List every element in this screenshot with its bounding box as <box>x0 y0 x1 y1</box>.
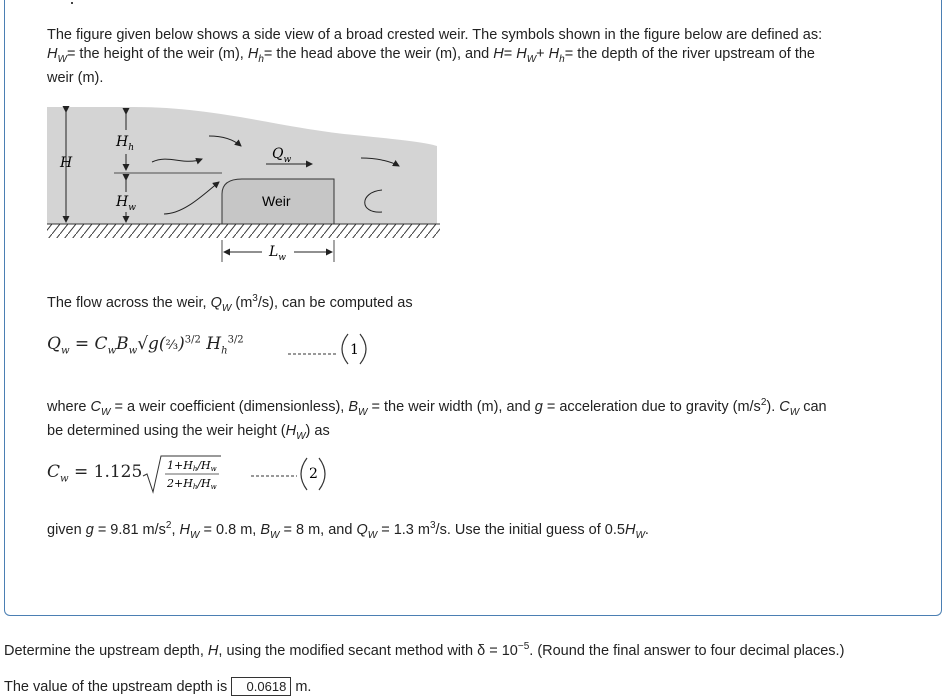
equation-1: $Q_w$ = $C_wB_w√g(\frac{2}{3})^{3/2}$ $H_h^{3/2}$ <box>47 334 244 357</box>
equation-2: $C_w = 1.125$ <box>47 462 143 485</box>
flow-sentence: The flow across the weir, $Q_W$ $(m^3/s)$, can be computed as <box>47 293 413 314</box>
equation-2-radical <box>141 452 341 496</box>
label-weir: Weir <box>262 193 291 209</box>
label-H: H <box>60 155 73 171</box>
question-text: Determine the upstream depth, H, using the modified secant method with $\delta = 10^{-5}$. (Round the final answer to four decimal places.) <box>4 641 845 659</box>
svg-text:1+Hh/Hw: 1+Hh/Hw <box>167 459 217 473</box>
label-Lw: L <box>269 244 279 260</box>
scroll-marker <box>71 2 73 4</box>
svg-text:Hh: $H_h$ <box>116 134 135 153</box>
label-Hw: H <box>116 194 129 210</box>
svg-text:Hw: $H_w$ <box>116 194 136 213</box>
given-sentence: given g = 9.81 $m/s^2$, $H_W = 0.8$ m, $B_W = 8$ m, and $Q_W = 1.3$ $m^3/s$. Use the initial guess of $0.5H_W$. <box>47 520 649 541</box>
weir-figure <box>44 104 444 266</box>
label-Qw: Q <box>272 146 284 162</box>
answer-label: The value of the upstream depth is <box>4 679 228 695</box>
svg-text:2+Hh/Hw: 2+Hh/Hw <box>167 477 217 491</box>
answer-row <box>4 677 311 696</box>
answer-unit: m. <box>295 679 312 695</box>
svg-text:Qw: $Q_w$ <box>272 146 292 165</box>
svg-text:2: 2 <box>309 466 318 482</box>
svg-text:1: 1 <box>350 342 359 358</box>
equation-1-number <box>286 328 376 370</box>
svg-text:Lw: $L_w$ <box>269 244 287 263</box>
ground-hatch <box>47 224 440 238</box>
label-Hh: H <box>116 134 129 150</box>
answer-input[interactable]: 0.0618 <box>231 677 291 696</box>
intro-paragraph: The figure given below shows a side view of a broad crested weir. The symbols shown in the figure below are defined as: $H_W=$ the height of the weir (m), $H_h=$ the head above the weir (m), and $H= H_W+ H_h=$ the depth of the river upstream of the weir (m). <box>47 27 823 86</box>
where-paragraph: where $C_W = a$ weir coefficient (dimensionless), $B_W$ = the weir width (m), and g = acceleration due to gravity $(m/s^2)$. $C_W$ can be determined using the weir height $(H_W)$ as <box>47 397 827 442</box>
